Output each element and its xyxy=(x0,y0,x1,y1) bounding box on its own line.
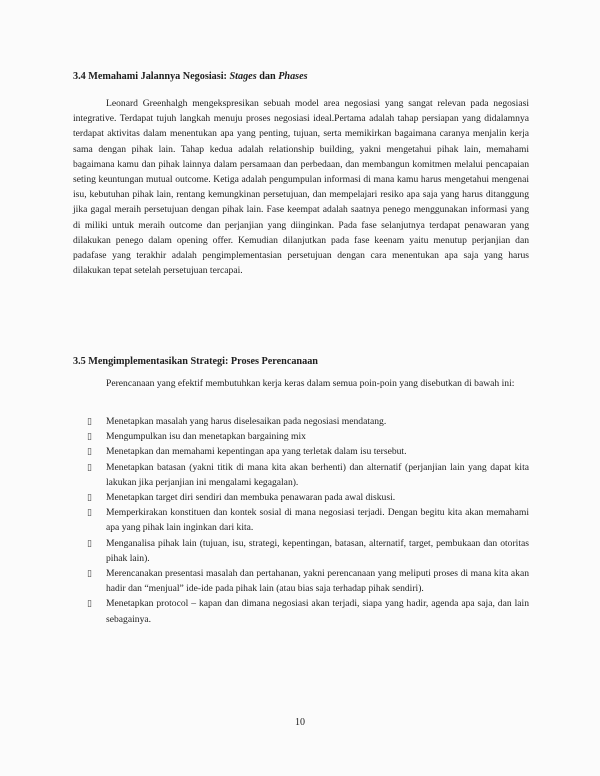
bullet-icon: ▯ xyxy=(87,507,92,518)
list-item: ▯ Menetapkan target diri sendiri dan membuka penawaran pada awal diskusi. xyxy=(73,490,529,505)
list-item: ▯ Merencanakan presentasi masalah dan pertahanan, yakni perencanaan yang meliputi proses di mana kita akan hadir dan “menjual” ide-ide pada pihak lain (atau bias saja terhadap pihak sendiri). xyxy=(87,568,529,595)
bullet-icon: ▯ xyxy=(87,492,92,503)
list-item: ▯ Mengumpulkan isu dan menetapkan bargaining mix xyxy=(73,429,529,444)
section-3-4-text: Leonard Greenhalgh mengekspresikan sebuah model area negosiasi yang sangat relevan pada negosiasi integrative. Terdapat tujuh langkah menuju proses negosiasi ideal.Pertama adalah tahap persiapan yang didalamnya terdapat aktivitas dalam menentukan apa yang penting, tujuan, serta memikirkan bagaimana caranya menjalin kerja sama dengan pihak lain. Tahap kedua adalah relationship building, yakni mengetahui pihak lain, memahami bagaimana kamu dan pihak lainnya dalam persamaan dan perbedaan, dan membangun komitmen melalui pencapaian seting keuntungan mutual outcome. Ketiga adalah pengumpulan informasi di mana kamu harus mengetahui mengenai isu, kebutuhan pihak lain, rentang kemungkinan persetujuan, dan mempelajari resiko apa saja yang harus ditanggung jika gagal meraih persetujuan dengan pihak lain. Fase keempat adalah saatnya penego menggunakan informasi yang di miliki untuk meraih outcome dan perjanjian yang diinginkan. Pada fase selanjutnya terdapat penawaran yang dilakukan penego dalam opening offer. Kemudian dilanjutkan pada fase keenam yaitu menutup perjanjian dan padafase yang terakhir adalah pengimplementasian persetujuan dengan cara menentukan apa saja yang harus dilakukan tepat setelah persetujuan tercapai. xyxy=(73,98,529,277)
bullet-icon: ▯ xyxy=(87,416,92,426)
list-item: ▯ Menganalisa pihak lain (tujuan, isu, strategi, kepentingan, batasan, alternatif, target, pembukaan dan otoritas pihak lain). xyxy=(87,537,529,564)
section-heading-3-5: 3.5 Mengimplementasikan Strategi: Proses Perencanaan xyxy=(73,356,318,367)
section-3-4-paragraph xyxy=(73,96,529,278)
bullet-icon: ▯ xyxy=(87,598,92,609)
section-heading-3-4 xyxy=(73,71,308,82)
list-item: ▯ Menetapkan protocol – kapan dan dimana negosiasi akan terjadi, siapa yang hadir, agenda apa saja, dan lain sebagainya. xyxy=(87,598,529,625)
bullet-icon: ▯ xyxy=(87,537,92,548)
list-item: ▯ Menetapkan masalah yang harus diselesaikan pada negosiasi mendatang. xyxy=(73,414,529,429)
bullet-icon: ▯ xyxy=(87,568,92,579)
section-3-5-intro xyxy=(73,376,529,391)
list-item: ▯ Menetapkan batasan (yakni titik di mana kita akan berhenti) dan alternatif (perjanjian lain yang dapat kita lakukan jika perjanjian ini mengalami kegagalan). xyxy=(87,461,529,488)
page-number: 10 xyxy=(295,717,305,728)
heading-stages: Stages xyxy=(229,71,257,82)
bullet-icon: ▯ xyxy=(87,446,92,457)
heading-phases: Phases xyxy=(278,71,308,82)
section-3-5-intro-text: Perencanaan yang efektif membutuhkan kerja keras dalam semua poin-poin yang disebutkan di bawah ini: xyxy=(106,378,515,389)
bullet-icon: ▯ xyxy=(87,431,92,442)
heading-and: dan xyxy=(256,71,279,82)
planning-points-list xyxy=(73,414,529,627)
list-item: ▯ Memperkirakan konstituen dan kontek sosial di mana negosiasi terjadi. Dengan begitu kita akan memahami apa yang pihak lain inginkan dari kita. xyxy=(87,507,529,534)
list-item: ▯ Menetapkan dan memahami kepentingan apa yang terletak dalam isu tersebut. xyxy=(73,444,529,459)
bullet-icon: ▯ xyxy=(87,461,92,472)
heading-prefix: 3.4 Memahami Jalannya Negosiasi: xyxy=(73,71,230,82)
